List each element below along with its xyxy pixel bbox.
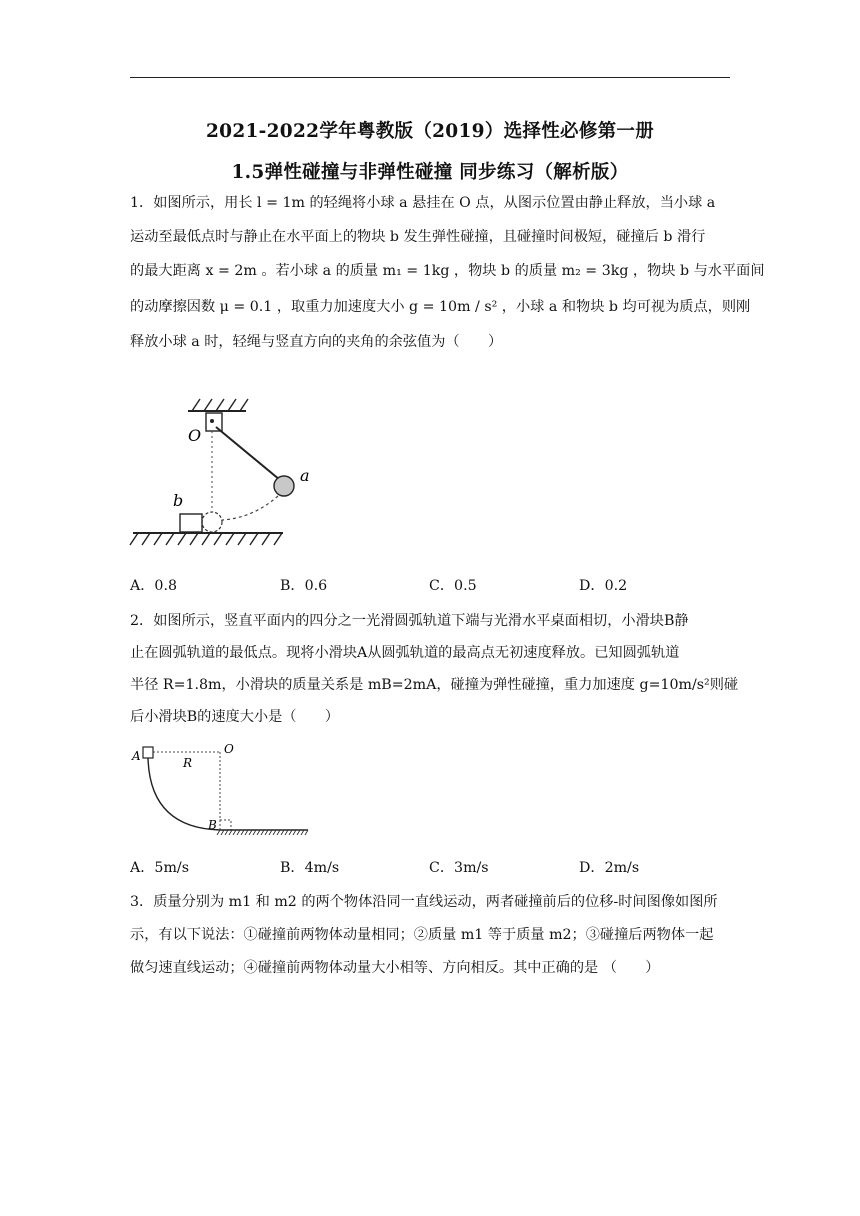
option-a[interactable]: A．0.8 <box>130 578 177 594</box>
question-2-arc-track-figure <box>128 740 318 840</box>
question-1-options <box>130 575 730 595</box>
question-1-line: 1．如图所示，用长 l = 1m 的轻绳将小球 a 悬挂在 O 点，从图示位置由静止释放，当小球 a <box>130 195 716 211</box>
question-1-line: 的动摩擦因数 μ = 0.1 ，取重力加速度大小 g = 10m / s² ，小球 a 和物块 b 均可视为质点，则刚 <box>130 299 751 315</box>
page-title: 2021-2022学年粤教版（2019）选择性必修第一册 <box>205 121 655 142</box>
header-rule <box>130 77 730 78</box>
question-3-line: 做匀速直线运动；④碰撞前两物体动量大小相等、方向相反。其中正确的是 （ ） <box>130 960 660 976</box>
question-2-options <box>130 857 730 877</box>
question-2-line: 半径 R=1.8m，小滑块的质量关系是 mB=2mA，碰撞为弹性碰撞，重力加速度 g=10m/s²则碰 <box>130 677 739 693</box>
question-1-line: 运动至最低点时与静止在水平面上的物块 b 发生弹性碰撞，且碰撞时间极短，碰撞后 b 滑行 <box>130 229 706 245</box>
label-O: O <box>188 426 202 445</box>
question-2-line: 2．如图所示，竖直平面内的四分之一光滑圆弧轨道下端与光滑水平桌面相切，小滑块B静 <box>130 613 689 629</box>
question-1-line: 的最大距离 x = 2m 。若小球 a 的质量 m₁ = 1kg ，物块 b 的质量 m₂ = 3kg ，物块 b 与水平面间 <box>130 263 765 279</box>
question-2-line: 止在圆弧轨道的最低点。现将小滑块A从圆弧轨道的最高点无初速度释放。已知圆弧轨道 <box>130 645 680 661</box>
question-2-line: 后小滑块B的速度大小是（ ） <box>130 709 340 725</box>
label-B: B <box>208 818 217 832</box>
question-3-line: 示，有以下说法：①碰撞前两物体动量相同；②质量 m1 等于质量 m2；③碰撞后两物体一起 <box>130 927 714 943</box>
label-R: R <box>183 756 193 770</box>
option-d[interactable]: D．2m/s <box>579 860 640 876</box>
label-O: O <box>224 742 234 756</box>
option-b[interactable]: B．4m/s <box>280 860 340 876</box>
label-A: A <box>132 749 141 763</box>
option-b[interactable]: B．0.6 <box>280 578 328 594</box>
label-b: b <box>173 491 184 510</box>
option-d[interactable]: D．0.2 <box>579 578 628 594</box>
option-a[interactable]: A．5m/s <box>130 860 189 876</box>
question-1-line: 释放小球 a 时，轻绳与竖直方向的夹角的余弦值为（ ） <box>130 334 503 350</box>
label-a: a <box>300 466 310 485</box>
question-3-line: 3．质量分别为 m1 和 m2 的两个物体沿同一直线运动，两者碰撞前后的位移-时间图像如图所 <box>130 894 718 910</box>
question-1-pendulum-figure <box>128 393 318 568</box>
page-subtitle: 1.5弹性碰撞与非弹性碰撞 同步练习（解析版） <box>231 162 629 183</box>
option-c[interactable]: C．3m/s <box>429 860 489 876</box>
option-c[interactable]: C．0.5 <box>429 578 477 594</box>
